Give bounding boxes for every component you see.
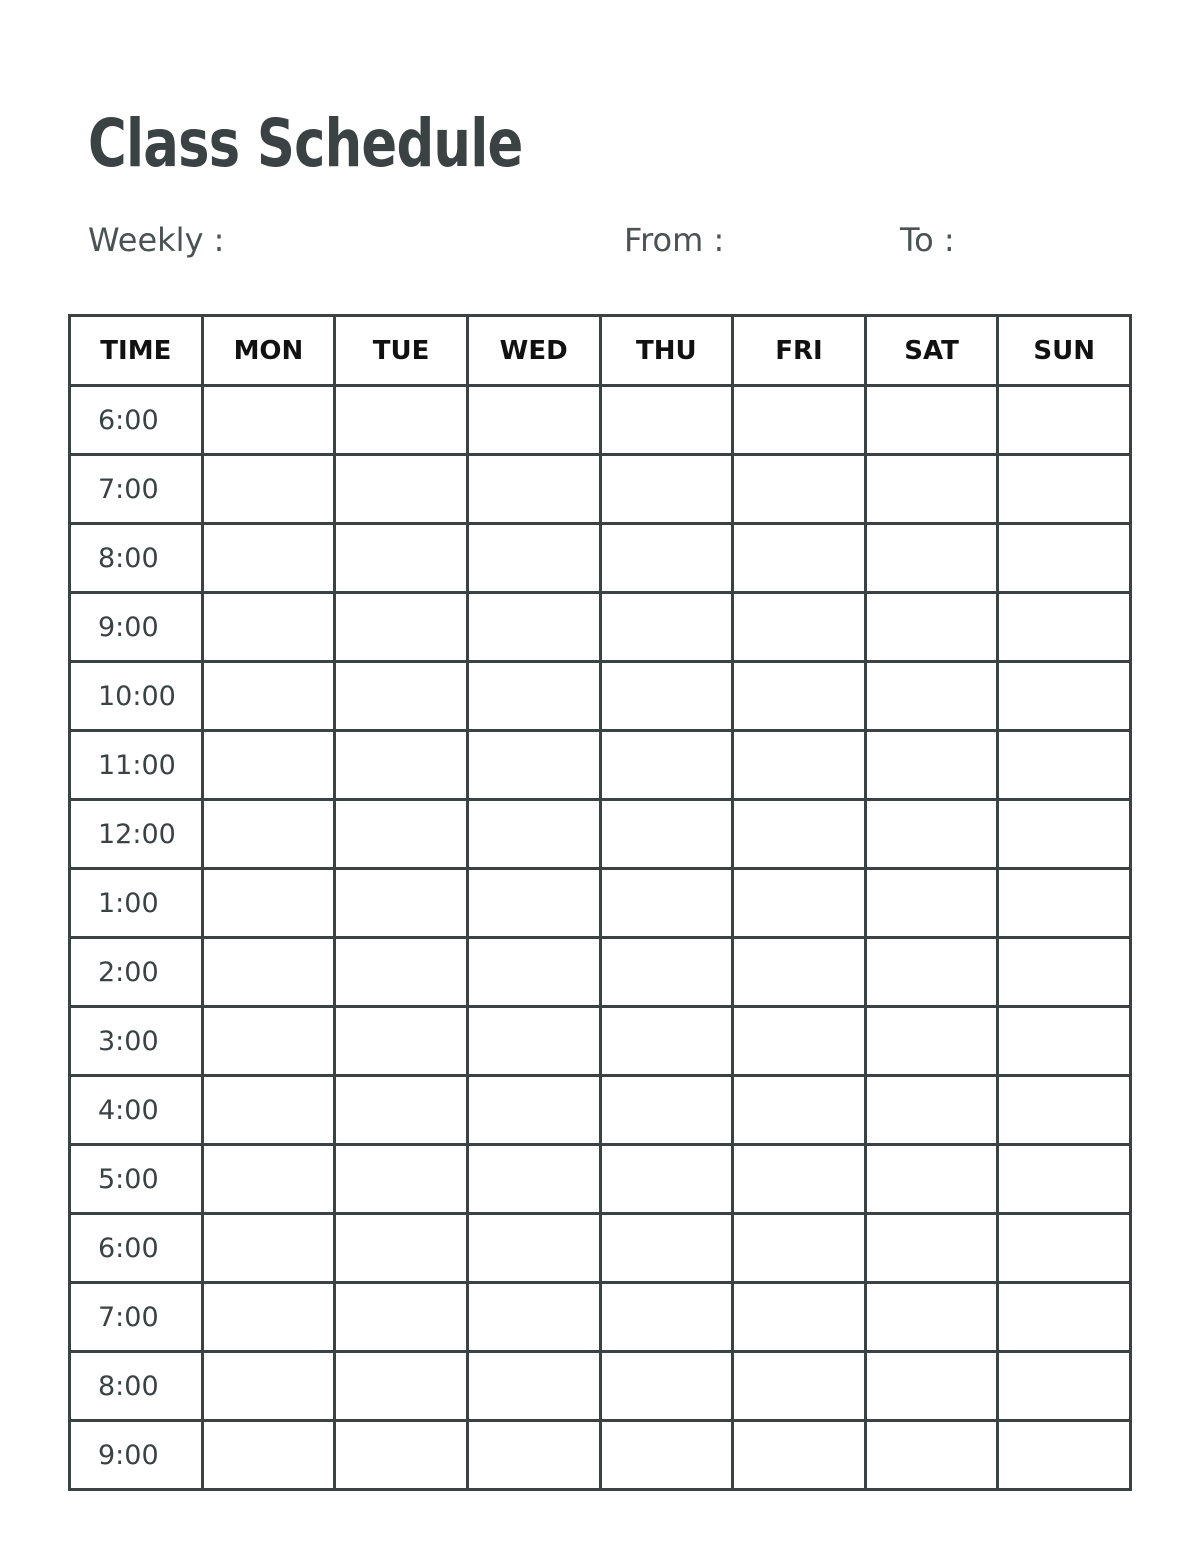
schedule-cell-wed[interactable] — [467, 938, 600, 1007]
time-cell: 3:00 — [70, 1007, 203, 1076]
schedule-cell-wed[interactable] — [467, 800, 600, 869]
schedule-cell-sun[interactable] — [998, 455, 1131, 524]
schedule-cell-fri[interactable] — [733, 869, 866, 938]
table-row — [70, 1007, 1131, 1076]
time-cell: 7:00 — [70, 1283, 203, 1352]
schedule-cell-mon[interactable] — [202, 1007, 335, 1076]
table-row — [70, 662, 1131, 731]
schedule-cell-wed[interactable] — [467, 1007, 600, 1076]
schedule-cell-thu[interactable] — [600, 1007, 733, 1076]
schedule-cell-thu[interactable] — [600, 1214, 733, 1283]
schedule-cell-fri[interactable] — [733, 662, 866, 731]
schedule-cell-tue[interactable] — [335, 662, 468, 731]
schedule-cell-mon[interactable] — [202, 938, 335, 1007]
schedule-cell-mon[interactable] — [202, 1145, 335, 1214]
schedule-cell-tue[interactable] — [335, 593, 468, 662]
table-row — [70, 1352, 1131, 1421]
schedule-cell-mon[interactable] — [202, 800, 335, 869]
schedule-cell-thu[interactable] — [600, 1283, 733, 1352]
schedule-cell-fri[interactable] — [733, 731, 866, 800]
schedule-cell-sat[interactable] — [865, 869, 998, 938]
schedule-cell-fri[interactable] — [733, 1283, 866, 1352]
schedule-cell-thu[interactable] — [600, 1421, 733, 1490]
time-cell: 11:00 — [70, 731, 203, 800]
schedule-cell-sat[interactable] — [865, 1145, 998, 1214]
schedule-cell-fri[interactable] — [733, 593, 866, 662]
table-row — [70, 1145, 1131, 1214]
header-row — [70, 316, 1131, 386]
table-row — [70, 455, 1131, 524]
table-row — [70, 524, 1131, 593]
schedule-cell-wed[interactable] — [467, 1421, 600, 1490]
schedule-header — [70, 316, 1131, 386]
schedule-cell-sat[interactable] — [865, 455, 998, 524]
time-cell: 1:00 — [70, 869, 203, 938]
schedule-cell-thu[interactable] — [600, 455, 733, 524]
time-cell: 5:00 — [70, 1145, 203, 1214]
schedule-cell-tue[interactable] — [335, 1214, 468, 1283]
schedule-cell-sun[interactable] — [998, 1076, 1131, 1145]
header-sat: SAT — [865, 316, 998, 386]
schedule-cell-fri[interactable] — [733, 524, 866, 593]
time-cell: 9:00 — [70, 593, 203, 662]
schedule-cell-mon[interactable] — [202, 731, 335, 800]
schedule-cell-fri[interactable] — [733, 1352, 866, 1421]
schedule-cell-sat[interactable] — [865, 1352, 998, 1421]
schedule-cell-wed[interactable] — [467, 1076, 600, 1145]
header-thu: THU — [600, 316, 733, 386]
table-row — [70, 1214, 1131, 1283]
schedule-cell-tue[interactable] — [335, 1283, 468, 1352]
schedule-cell-sat[interactable] — [865, 1007, 998, 1076]
schedule-cell-mon[interactable] — [202, 1214, 335, 1283]
time-cell: 12:00 — [70, 800, 203, 869]
schedule-cell-sun[interactable] — [998, 1145, 1131, 1214]
schedule-cell-fri[interactable] — [733, 938, 866, 1007]
schedule-cell-wed[interactable] — [467, 593, 600, 662]
schedule-cell-fri[interactable] — [733, 1007, 866, 1076]
schedule-cell-fri[interactable] — [733, 1214, 866, 1283]
schedule-cell-wed[interactable] — [467, 869, 600, 938]
schedule-cell-thu[interactable] — [600, 386, 733, 455]
time-cell: 7:00 — [70, 455, 203, 524]
schedule-cell-wed[interactable] — [467, 1352, 600, 1421]
schedule-cell-sat[interactable] — [865, 800, 998, 869]
time-cell: 6:00 — [70, 386, 203, 455]
schedule-cell-mon[interactable] — [202, 593, 335, 662]
schedule-cell-sat[interactable] — [865, 524, 998, 593]
schedule-cell-tue[interactable] — [335, 455, 468, 524]
schedule-cell-fri[interactable] — [733, 800, 866, 869]
schedule-cell-wed[interactable] — [467, 1214, 600, 1283]
schedule-cell-thu[interactable] — [600, 869, 733, 938]
schedule-cell-mon[interactable] — [202, 386, 335, 455]
time-cell: 6:00 — [70, 1214, 203, 1283]
schedule-cell-sat[interactable] — [865, 938, 998, 1007]
page-title: Class Schedule — [88, 105, 523, 182]
schedule-cell-thu[interactable] — [600, 800, 733, 869]
schedule-cell-sun[interactable] — [998, 1007, 1131, 1076]
schedule-cell-wed[interactable] — [467, 662, 600, 731]
schedule-cell-tue[interactable] — [335, 524, 468, 593]
schedule-cell-sat[interactable] — [865, 386, 998, 455]
table-row — [70, 731, 1131, 800]
schedule-cell-sun[interactable] — [998, 593, 1131, 662]
table-row — [70, 386, 1131, 455]
schedule-cell-tue[interactable] — [335, 938, 468, 1007]
schedule-cell-thu[interactable] — [600, 1076, 733, 1145]
schedule-table — [68, 314, 1132, 1491]
schedule-cell-mon[interactable] — [202, 1421, 335, 1490]
header-mon: MON — [202, 316, 335, 386]
schedule-cell-thu[interactable] — [600, 524, 733, 593]
schedule-cell-sat[interactable] — [865, 593, 998, 662]
schedule-cell-sun[interactable] — [998, 1283, 1131, 1352]
schedule-cell-mon[interactable] — [202, 524, 335, 593]
time-cell: 9:00 — [70, 1421, 203, 1490]
schedule-cell-mon[interactable] — [202, 1352, 335, 1421]
schedule-cell-tue[interactable] — [335, 1145, 468, 1214]
header-tue: TUE — [335, 316, 468, 386]
schedule-cell-tue[interactable] — [335, 1421, 468, 1490]
table-row — [70, 1421, 1131, 1490]
schedule-cell-sat[interactable] — [865, 731, 998, 800]
schedule-cell-wed[interactable] — [467, 524, 600, 593]
schedule-cell-sun[interactable] — [998, 662, 1131, 731]
table-row — [70, 1283, 1131, 1352]
time-cell: 2:00 — [70, 938, 203, 1007]
schedule-cell-thu[interactable] — [600, 938, 733, 1007]
schedule-cell-fri[interactable] — [733, 1145, 866, 1214]
weekly-field-label: Weekly : — [88, 221, 225, 259]
table-row — [70, 869, 1131, 938]
table-row — [70, 593, 1131, 662]
schedule-cell-sat[interactable] — [865, 1283, 998, 1352]
schedule-cell-wed[interactable] — [467, 455, 600, 524]
schedule-cell-mon[interactable] — [202, 455, 335, 524]
schedule-cell-thu[interactable] — [600, 731, 733, 800]
schedule-cell-wed[interactable] — [467, 1283, 600, 1352]
schedule-cell-tue[interactable] — [335, 1352, 468, 1421]
schedule-cell-tue[interactable] — [335, 731, 468, 800]
schedule-cell-fri[interactable] — [733, 386, 866, 455]
table-row — [70, 800, 1131, 869]
schedule-cell-mon[interactable] — [202, 869, 335, 938]
schedule-cell-sun[interactable] — [998, 1214, 1131, 1283]
schedule-cell-sat[interactable] — [865, 1076, 998, 1145]
table-row — [70, 938, 1131, 1007]
table-row — [70, 1076, 1131, 1145]
header-fri: FRI — [733, 316, 866, 386]
schedule-cell-sun[interactable] — [998, 1421, 1131, 1490]
schedule-cell-tue[interactable] — [335, 869, 468, 938]
schedule-cell-thu[interactable] — [600, 662, 733, 731]
schedule-cell-thu[interactable] — [600, 1352, 733, 1421]
schedule-cell-thu[interactable] — [600, 1145, 733, 1214]
schedule-body — [70, 386, 1131, 1490]
schedule-cell-wed[interactable] — [467, 731, 600, 800]
schedule-cell-mon[interactable] — [202, 1076, 335, 1145]
schedule-cell-sun[interactable] — [998, 524, 1131, 593]
schedule-cell-sun[interactable] — [998, 1352, 1131, 1421]
schedule-cell-tue[interactable] — [335, 1007, 468, 1076]
schedule-cell-sat[interactable] — [865, 1214, 998, 1283]
schedule-cell-tue[interactable] — [335, 386, 468, 455]
schedule-cell-wed[interactable] — [467, 1145, 600, 1214]
schedule-cell-fri[interactable] — [733, 455, 866, 524]
schedule-cell-sun[interactable] — [998, 800, 1131, 869]
time-cell: 10:00 — [70, 662, 203, 731]
time-cell: 8:00 — [70, 1352, 203, 1421]
schedule-cell-fri[interactable] — [733, 1421, 866, 1490]
header-wed: WED — [467, 316, 600, 386]
schedule-cell-mon[interactable] — [202, 1283, 335, 1352]
schedule-cell-sat[interactable] — [865, 662, 998, 731]
schedule-cell-fri[interactable] — [733, 1076, 866, 1145]
schedule-cell-tue[interactable] — [335, 1076, 468, 1145]
time-cell: 4:00 — [70, 1076, 203, 1145]
schedule-cell-sun[interactable] — [998, 869, 1131, 938]
time-cell: 8:00 — [70, 524, 203, 593]
schedule-cell-sun[interactable] — [998, 938, 1131, 1007]
from-field-label: From : — [624, 221, 725, 259]
header-time: TIME — [70, 316, 203, 386]
schedule-cell-sun[interactable] — [998, 386, 1131, 455]
schedule-cell-mon[interactable] — [202, 662, 335, 731]
schedule-cell-sun[interactable] — [998, 731, 1131, 800]
schedule-cell-thu[interactable] — [600, 593, 733, 662]
to-field-label: To : — [900, 221, 955, 259]
schedule-cell-tue[interactable] — [335, 800, 468, 869]
schedule-cell-sat[interactable] — [865, 1421, 998, 1490]
header-sun: SUN — [998, 316, 1131, 386]
schedule-cell-wed[interactable] — [467, 386, 600, 455]
